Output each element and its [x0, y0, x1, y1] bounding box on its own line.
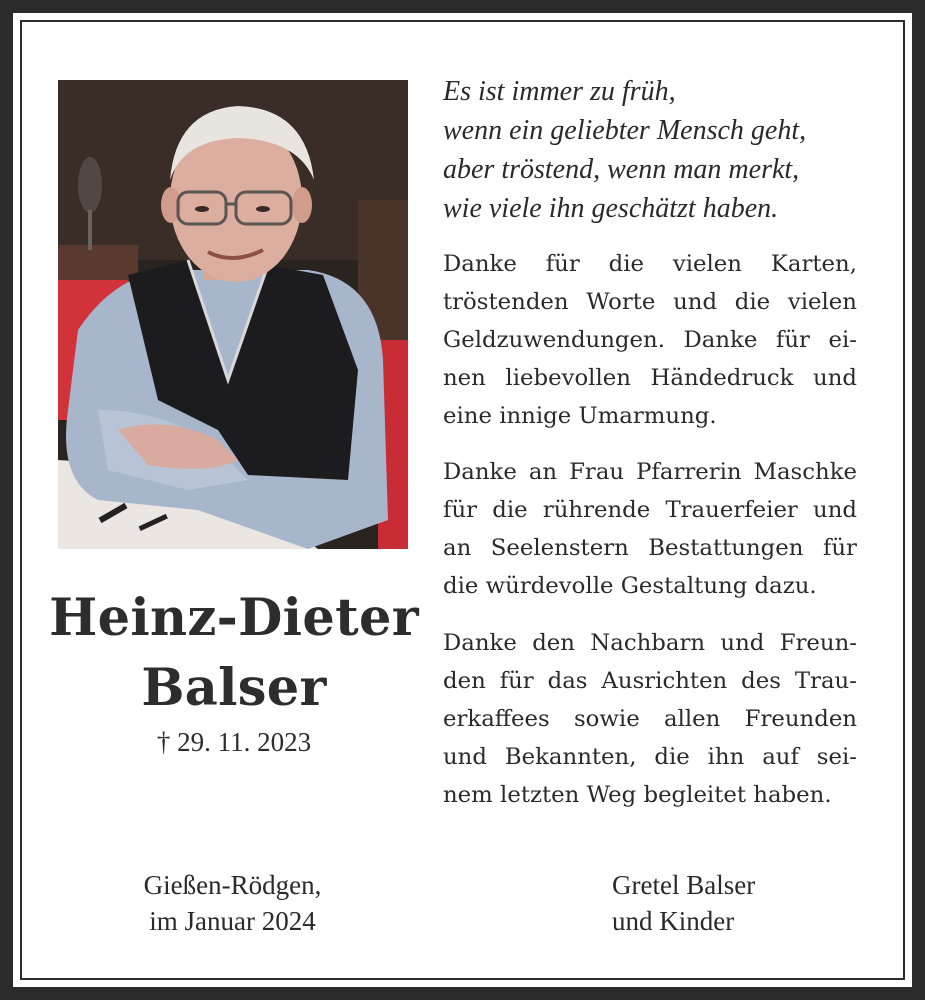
paragraph-word: Danke	[443, 630, 517, 656]
paragraph-word: für	[775, 327, 810, 353]
paragraph-word: Pfarrerin	[636, 459, 742, 485]
paragraph-word: die	[654, 744, 690, 770]
paragraph-word: Freunden	[744, 706, 857, 732]
paragraph-word: Händedruck	[650, 365, 794, 391]
paragraph-text: nem letzten Weg begleitet haben.	[443, 782, 832, 808]
paragraph-line	[443, 359, 857, 397]
paragraph-line	[443, 567, 857, 605]
paragraph-word: Ausrichten	[601, 668, 728, 694]
paragraph-word: Freun-	[779, 630, 857, 656]
poem-line: wie viele ihn geschätzt haben.	[443, 193, 779, 224]
paragraph-word: sowie	[573, 706, 640, 732]
paragraph-word: Danke	[443, 459, 517, 485]
death-date: † 29. 11. 2023	[156, 727, 312, 757]
signature	[612, 867, 755, 939]
paragraph-word: vielen	[672, 251, 742, 277]
date-line: im Januar 2024	[149, 906, 316, 936]
paragraph-word: auf	[762, 744, 799, 770]
paragraph-word: ei-	[828, 327, 857, 353]
paragraph-line	[443, 245, 857, 283]
paragraph-word: und	[443, 744, 487, 770]
paragraph-line	[443, 529, 857, 567]
paragraph-word: Trauerfeier	[665, 497, 798, 523]
paragraph-word: rührende	[542, 497, 651, 523]
signature-line: Gretel Balser	[612, 870, 756, 900]
paragraph-word: das	[547, 668, 588, 694]
paragraph-text: eine innige Umarmung.	[443, 403, 717, 429]
paragraph-word: die	[734, 289, 771, 315]
paragraph-word: vielen	[787, 289, 857, 315]
paragraph-line	[443, 491, 857, 529]
paragraph-line	[443, 662, 857, 700]
paragraph-line	[443, 283, 857, 321]
paragraph-word: Geldzuwendungen.	[443, 327, 665, 353]
paragraph-word: den	[532, 630, 575, 656]
paragraph-word: die	[492, 497, 528, 523]
place-line: Gießen-Rödgen,	[143, 870, 322, 900]
poem-line: wenn ein geliebter Mensch geht,	[443, 115, 807, 146]
paragraph-line	[443, 776, 857, 814]
paragraph-word: Bekannten,	[504, 744, 637, 770]
paragraph-text: die würdevolle Gestaltung dazu.	[443, 573, 817, 599]
paragraph-word: und	[673, 289, 718, 315]
paragraph-word: Worte	[586, 289, 656, 315]
paragraph-word: und	[813, 365, 857, 391]
paragraph-word: und	[720, 630, 765, 656]
paragraph-word: Danke	[683, 327, 758, 353]
paragraph-line	[443, 397, 857, 435]
paragraph-word: an	[443, 535, 472, 561]
paragraph-word: für	[545, 251, 580, 277]
paragraph-line	[443, 321, 857, 359]
paragraph-word: und	[813, 497, 857, 523]
paragraph-line	[443, 738, 857, 776]
paragraph-line	[443, 700, 857, 738]
paragraph-word: tröstenden	[443, 289, 569, 315]
memorial-poem	[443, 72, 863, 228]
paragraph-word: Karten,	[770, 251, 857, 277]
paragraph-word: allen	[664, 706, 721, 732]
paragraph-word: an	[528, 459, 558, 485]
paragraph-word: Danke	[443, 251, 517, 277]
paragraph-word: Frau	[569, 459, 625, 485]
place-and-date	[100, 867, 365, 939]
paragraph-word: des	[741, 668, 781, 694]
thanks-paragraph-1	[443, 245, 857, 435]
paragraph-word: Maschke	[753, 459, 857, 485]
paragraph-word: erkaffees	[443, 706, 550, 732]
paragraph-word: für	[822, 535, 857, 561]
paragraph-word: Seelenstern	[490, 535, 629, 561]
portrait-illustration	[58, 80, 408, 549]
paragraph-word: Bestattungen	[648, 535, 804, 561]
paragraph-word: Trau-	[794, 668, 857, 694]
deceased-first-name: Heinz-Dieter	[49, 588, 419, 648]
paragraph-word: für	[499, 668, 534, 694]
thanks-paragraph-2	[443, 453, 857, 605]
deceased-last-name: Balser	[141, 658, 327, 718]
paragraph-word: sei-	[816, 744, 857, 770]
paragraph-word: liebevollen	[505, 365, 631, 391]
paragraph-word: für	[443, 497, 478, 523]
poem-line: aber tröstend, wenn man merkt,	[443, 154, 800, 185]
paragraph-word: nen	[443, 365, 486, 391]
paragraph-word: Nachbarn	[590, 630, 706, 656]
paragraph-word: den	[443, 668, 486, 694]
paragraph-line	[443, 624, 857, 662]
paragraph-word: die	[608, 251, 644, 277]
poem-line: Es ist immer zu früh,	[443, 76, 676, 107]
signature-line: und Kinder	[612, 906, 735, 936]
portrait-photo	[58, 80, 408, 549]
paragraph-line	[443, 453, 857, 491]
paragraph-word: ihn	[707, 744, 745, 770]
thanks-paragraph-3	[443, 624, 857, 814]
